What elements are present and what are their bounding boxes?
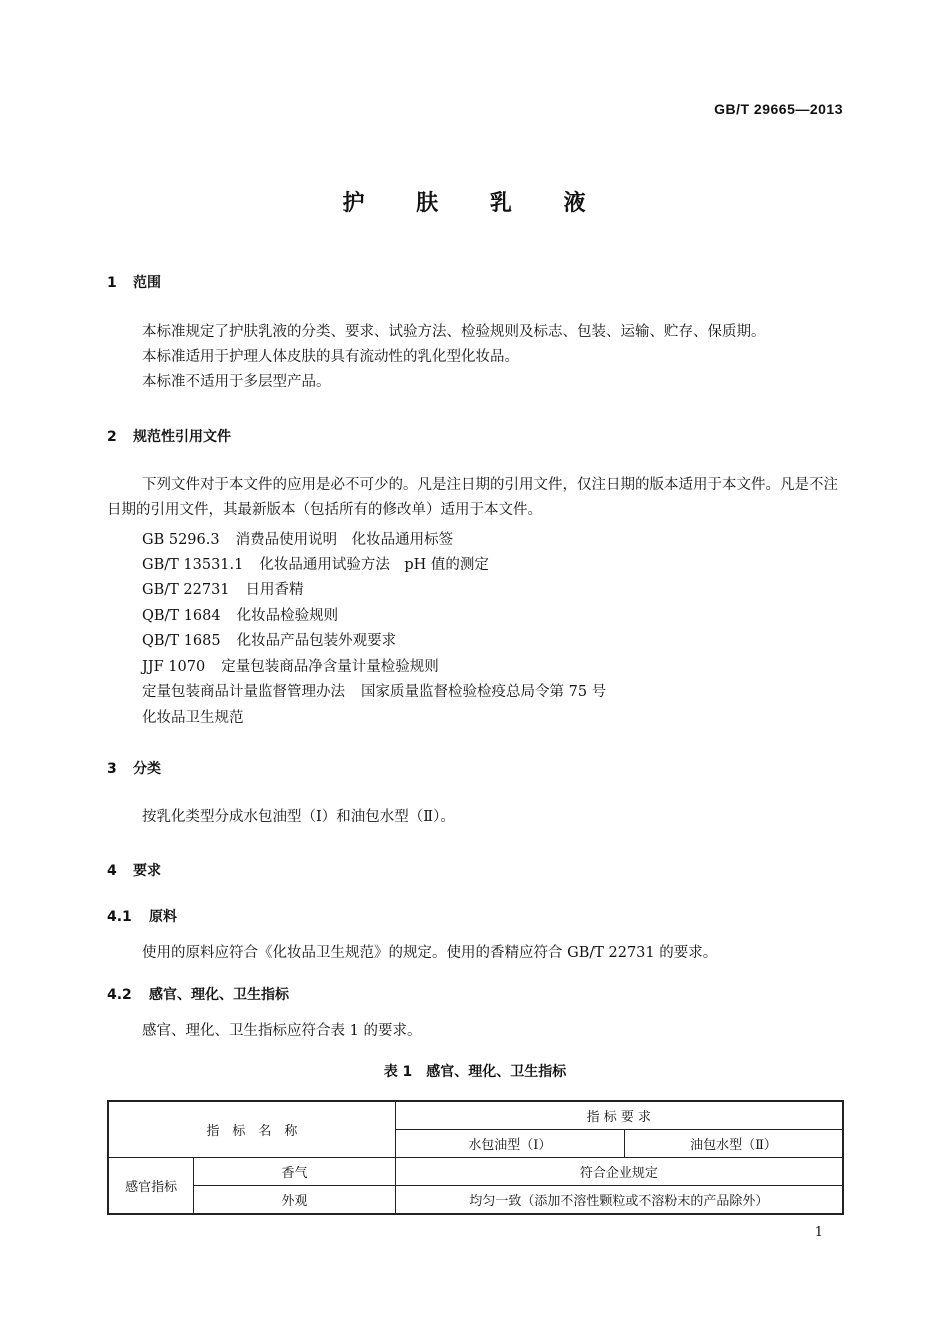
table-row xyxy=(108,1158,843,1186)
ref-name: 日用香精 xyxy=(245,582,304,598)
item-cell: 香气 xyxy=(194,1158,395,1186)
standard-code: GB/T 29665—2013 xyxy=(714,101,843,117)
table-caption: 表 1 感官、理化、卫生指标 xyxy=(383,1064,567,1080)
reference-item xyxy=(142,706,244,727)
section-1-heading xyxy=(107,272,161,292)
header-type-1: 水包油型（Ⅰ） xyxy=(395,1130,624,1158)
section-title: 分类 xyxy=(133,761,161,777)
section-title: 要求 xyxy=(133,863,161,879)
ref-code: JJF 1070 xyxy=(142,659,206,675)
reference-item xyxy=(142,680,606,701)
ref-name: 国家质量监督检验检疫总局令第 75 号 xyxy=(361,684,607,700)
section-title: 感官、理化、卫生指标 xyxy=(149,987,289,1003)
section-number: 4.2 xyxy=(107,987,132,1003)
header-indicator-requirement: 指 标 要 求 xyxy=(395,1101,843,1130)
section-3-heading xyxy=(107,758,161,778)
paragraph: 本标准适用于护理人体皮肤的具有流动性的乳化型化妆品。 xyxy=(142,349,519,365)
section-4-2-heading xyxy=(107,984,289,1004)
section-number: 4.1 xyxy=(107,909,132,925)
paragraph: 感官、理化、卫生指标应符合表 1 的要求。 xyxy=(142,1023,422,1039)
ref-name: 消费品使用说明 化妆品通用标签 xyxy=(235,532,454,548)
ref-name: 化妆品产品包装外观要求 xyxy=(236,633,397,649)
reference-item xyxy=(142,629,396,650)
ref-code: 化妆品卫生规范 xyxy=(142,710,244,726)
section-4-1-heading xyxy=(107,906,177,926)
section-4-heading xyxy=(107,860,161,880)
paragraph: 本标准不适用于多层型产品。 xyxy=(142,374,331,390)
reference-item xyxy=(142,655,439,676)
paragraph: 本标准规定了护肤乳液的分类、要求、试验方法、检验规则及标志、包装、运输、贮存、保质期。 xyxy=(142,324,766,340)
section-number: 2 xyxy=(107,429,117,445)
header-type-2: 油包水型（Ⅱ） xyxy=(625,1130,843,1158)
indicator-table xyxy=(107,1100,844,1215)
ref-code: QB/T 1684 xyxy=(142,608,221,624)
section-title: 原料 xyxy=(149,909,177,925)
section-title: 规范性引用文件 xyxy=(133,429,231,445)
paragraph: 按乳化类型分成水包油型（Ⅰ）和油包水型（Ⅱ）。 xyxy=(142,809,455,825)
section-title: 范围 xyxy=(133,275,161,291)
header-indicator-name: 指 标 名 称 xyxy=(108,1101,395,1158)
section-number: 4 xyxy=(107,863,117,879)
reference-item xyxy=(142,604,338,625)
requirement-cell: 符合企业规定 xyxy=(395,1158,843,1186)
ref-name: 定量包装商品净含量计量检验规则 xyxy=(221,659,439,675)
ref-name: 化妆品检验规则 xyxy=(236,608,339,624)
table-row xyxy=(108,1186,843,1215)
ref-code: QB/T 1685 xyxy=(142,633,221,649)
paragraph: 使用的原料应符合《化妆品卫生规范》的规定。使用的香精应符合 GB/T 22731 的要求。 xyxy=(142,945,718,961)
ref-code: GB/T 22731 xyxy=(142,582,230,598)
ref-code: 定量包装商品计量监督管理办法 xyxy=(142,684,345,700)
section-number: 3 xyxy=(107,761,117,777)
document-title: 护 肤 乳 液 xyxy=(342,191,608,216)
reference-item xyxy=(142,553,489,574)
reference-item xyxy=(142,578,304,599)
ref-name: 化妆品通用试验方法 pH 值的测定 xyxy=(259,557,489,573)
item-cell: 外观 xyxy=(194,1186,395,1215)
paragraph: 下列文件对于本文件的应用是必不可少的。凡是注日期的引用文件，仅注日期的版本适用于本文件。凡是不注日期的引用文件，其最新版本（包括所有的修改单）适用于本文件。 xyxy=(107,477,838,518)
group-cell: 感官指标 xyxy=(108,1158,194,1215)
section-number: 1 xyxy=(107,275,117,291)
ref-code: GB 5296.3 xyxy=(142,532,220,548)
requirement-cell: 均匀一致（添加不溶性颗粒或不溶粉末的产品除外） xyxy=(395,1186,843,1215)
section-2-heading xyxy=(107,426,231,446)
page-number: 1 xyxy=(814,1225,823,1240)
ref-code: GB/T 13531.1 xyxy=(142,557,244,573)
reference-item xyxy=(142,528,453,549)
